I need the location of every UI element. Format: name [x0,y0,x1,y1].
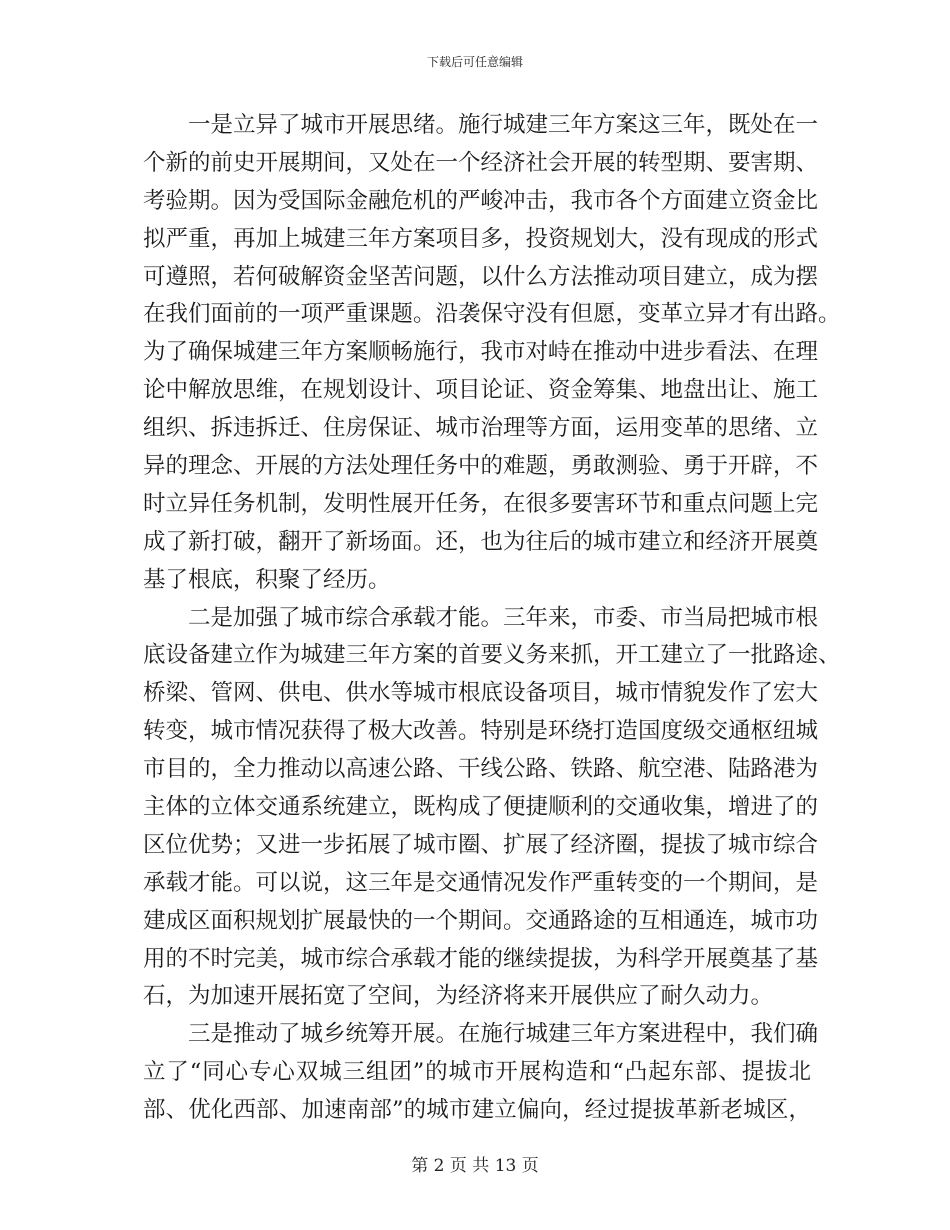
text-line: 主体的立体交通系统建立，既构成了便捷顺利的交通收集，增进了的 [143,794,819,821]
paragraph-1 [143,107,841,600]
text-line: 承载才能。可以说，这三年是交通情况发作严重转变的一个期间，是 [143,869,819,896]
text-line: 建成区面积规划扩展最快的一个期间。交通路途的互相通连，城市功 [143,907,819,934]
text-line: 二是加强了城市综合承载才能。三年来，市委、市当局把城市根 [188,604,819,631]
text-line: 时立异任务机制，发明性展开任务，在很多要害环节和重点问题上完 [143,490,819,517]
text-line: 三是推动了城乡统筹开展。在施行城建三年方案进程中，我们确 [188,1021,819,1048]
text-line: 转变，城市情况获得了极大改善。特别是环绕打造国度级交通枢纽城 [143,718,819,745]
text-line: 部、优化西部、加速南部”的城市建立偏向，经过提拔革新老城区， [143,1097,811,1124]
text-line: 可遵照，若何破解资金坚苦问题，以什么方法推动项目建立，成为摆 [143,263,819,290]
text-line: 考验期。因为受国际金融危机的严峻冲击，我市各个方面建立资金比 [143,187,819,214]
page-footer: 第 2 页 共 13 页 [411,1156,539,1176]
text-line: 成了新打破，翻开了新场面。还，也为往后的城市建立和经济开展奠 [143,528,819,555]
text-line: 为了确保城建三年方案顺畅施行，我市对峙在推动中进步看法、在理 [143,339,819,366]
text-line: 个新的前史开展期间，又处在一个经济社会开展的转型期、要害期、 [143,149,819,176]
page-header: 下载后可任意编辑 [426,55,523,69]
text-line: 用的不时完美，城市综合承载才能的继续提拔，为科学开展奠基了基 [143,945,819,972]
document-body [143,107,841,1130]
text-line: 桥梁、管网、供电、供水等城市根底设备项目，城市情貌发作了宏大 [143,680,819,707]
text-line: 一是立异了城市开展思绪。施行城建三年方案这三年，既处在一 [188,112,819,138]
text-line: 市目的，全力推动以高速公路、干线公路、铁路、航空港、陆路港为 [143,756,819,783]
text-line: 论中解放思维，在规划设计、项目论证、资金筹集、地盘出让、施工 [143,377,819,404]
text-line: 立了“同心专心双城三组团”的城市开展构造和“凸起东部、提拔北 [143,1059,811,1086]
text-line: 区位优势；又进一步拓展了城市圈、扩展了经济圈，提拔了城市综合 [143,831,819,858]
text-line: 基了根底，积聚了经历。 [143,566,391,593]
text-line: 拟严重，再加上城建三年方案项目多，投资规划大，没有现成的形式 [143,225,819,252]
text-line: 石，为加速开展拓宽了空间，为经济将来开展供应了耐久动力。 [143,983,774,1010]
text-line: 底设备建立作为城建三年方案的首要义务来抓，开工建立了一批路途、 [143,642,841,669]
text-line: 异的理念、开展的方法处理任务中的难题，勇敢测验、勇于开辟，不 [143,453,819,480]
text-line: 在我们面前的一项严重课题。沿袭保守没有但愿，变革立异才有出路。 [143,301,841,328]
paragraph-2 [143,600,841,1017]
paragraph-3 [143,1016,819,1130]
text-line: 组织、拆违拆迁、住房保证、城市治理等方面，运用变革的思绪、立 [143,415,819,442]
